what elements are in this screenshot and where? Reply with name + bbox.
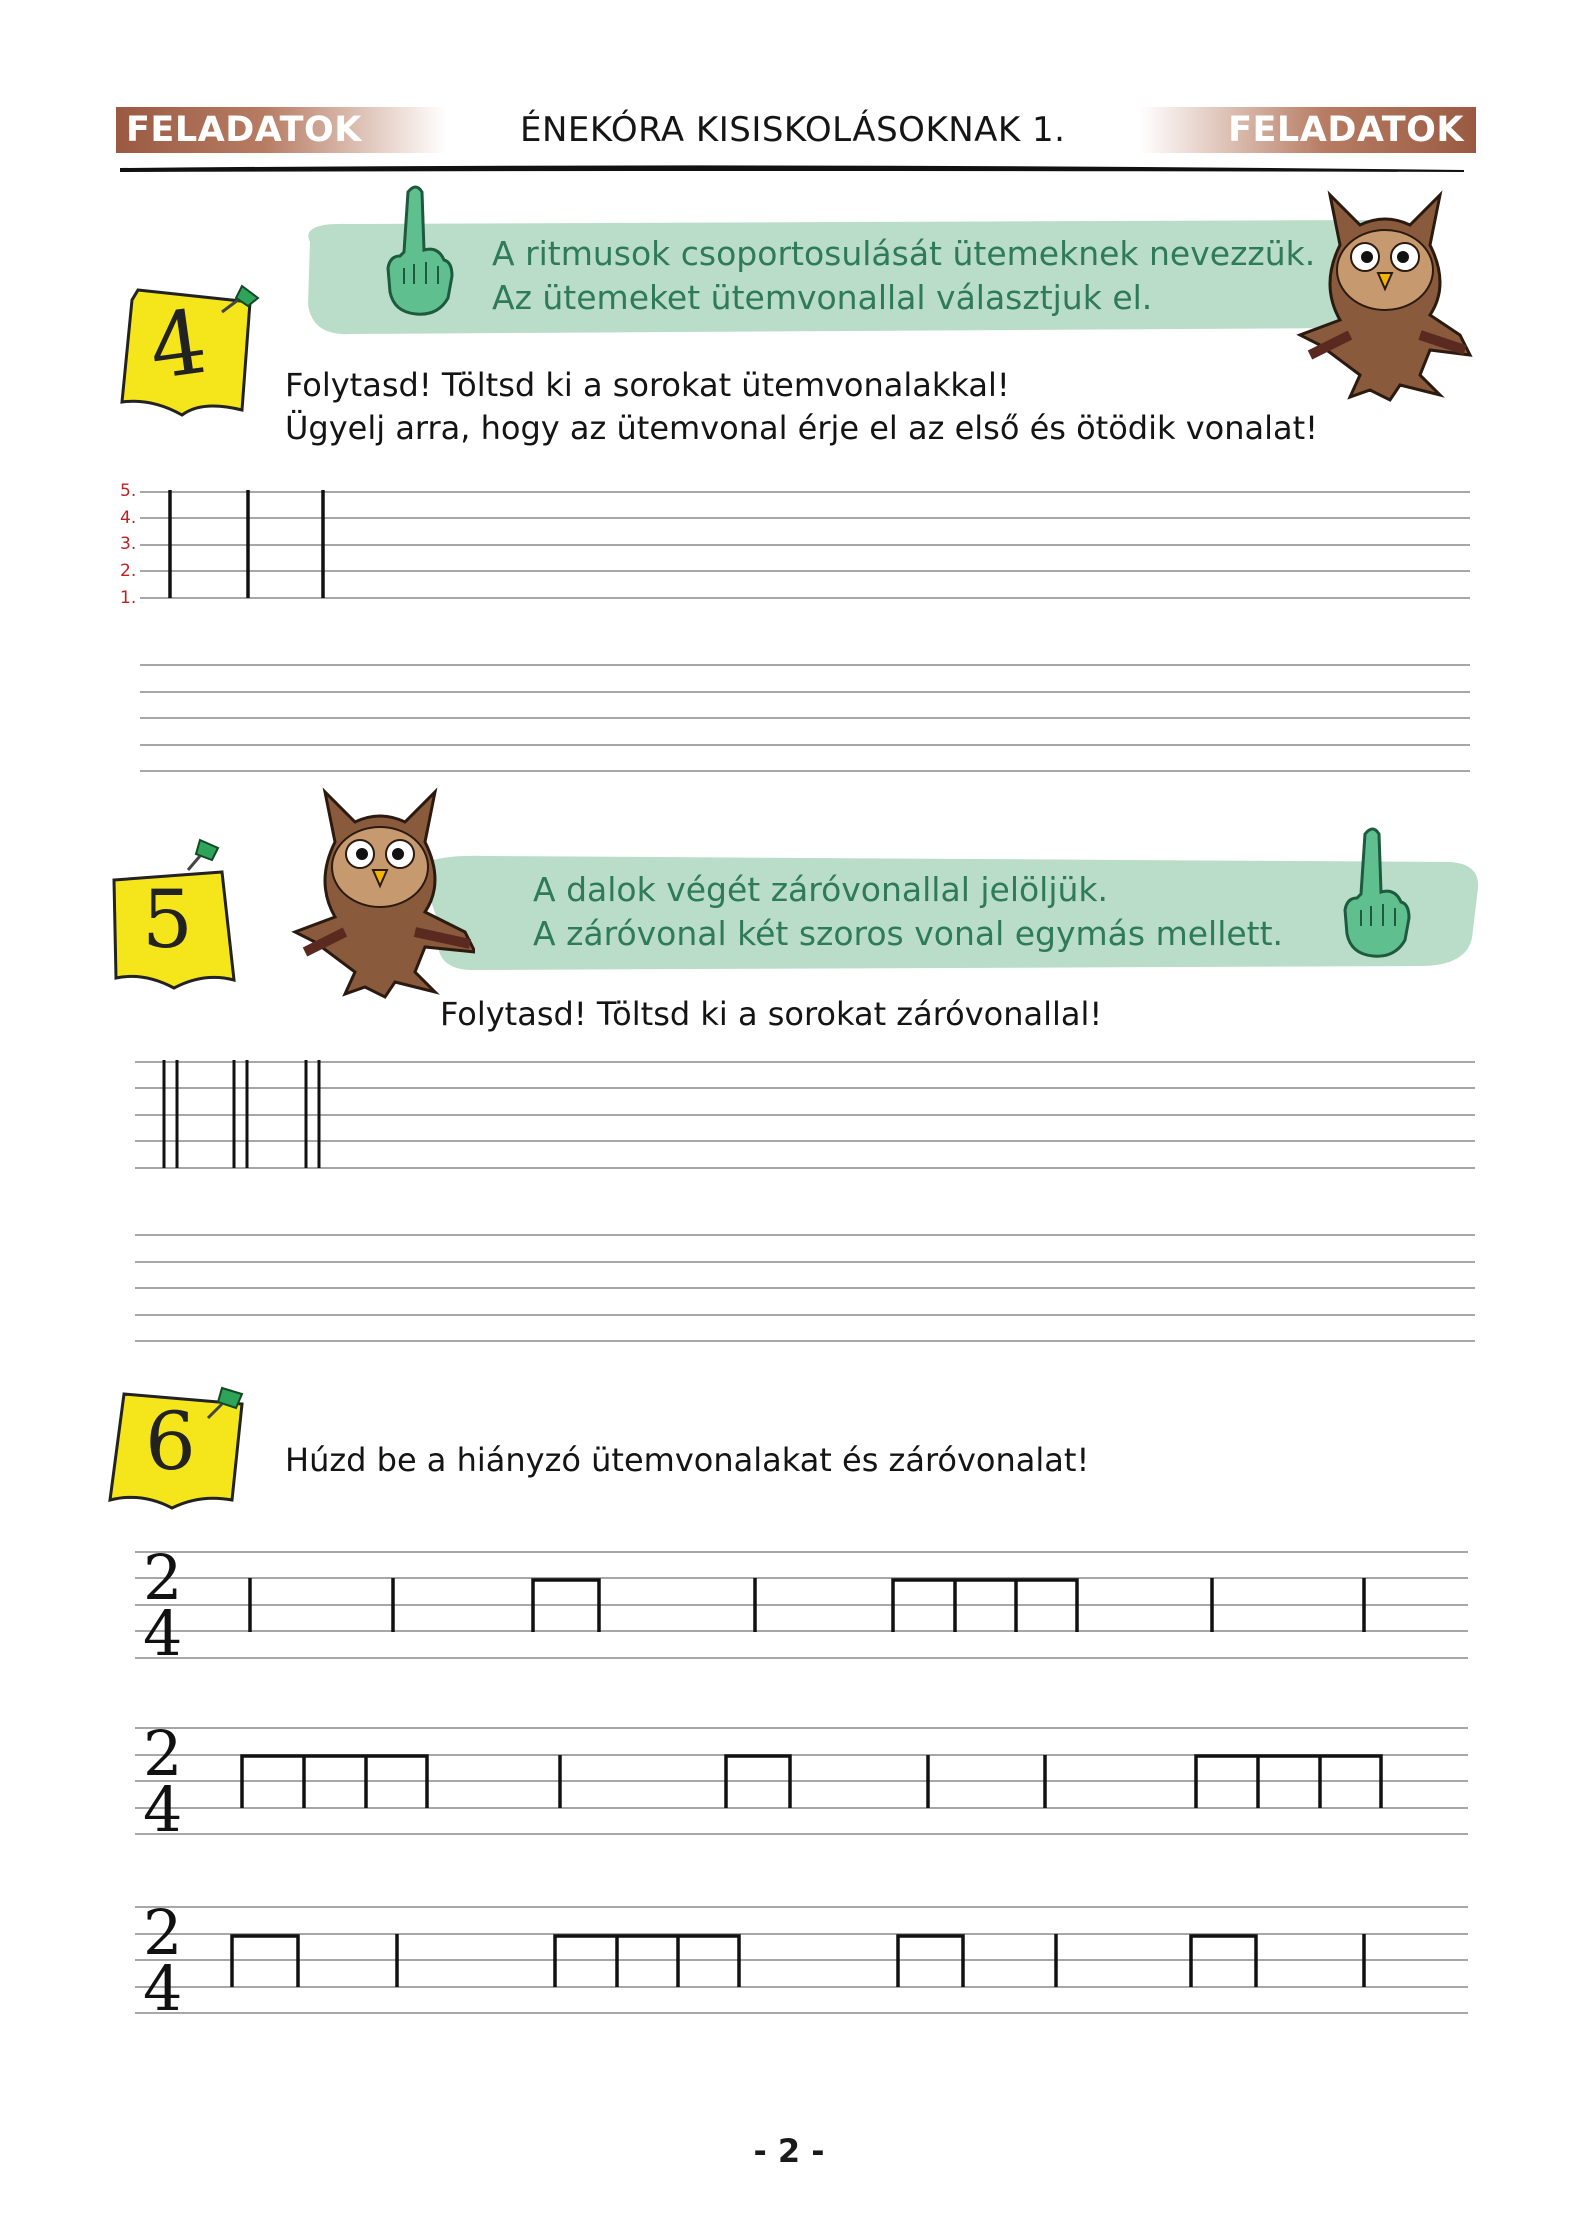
time-signature-top: 2 xyxy=(143,1717,183,1790)
page-number: - 2 - xyxy=(753,2132,825,2170)
time-signature-bottom: 4 xyxy=(143,1952,183,2025)
header-right-tab: FELADATOK xyxy=(1140,107,1476,153)
line-label-4: 4. xyxy=(120,508,137,528)
example-final-barlines xyxy=(164,1060,319,1168)
time-signature-bottom: 4 xyxy=(143,1597,183,1670)
instruction-task5: Folytasd! Töltsd ki a sorokat záróvonallal! xyxy=(440,995,1103,1033)
task-number-5: 5 xyxy=(142,873,193,966)
example-barlines xyxy=(170,490,323,598)
time-signature-top: 2 xyxy=(143,1896,183,1969)
task-number-4: 4 xyxy=(143,289,213,400)
tip-text-task5-line1: A dalok végét záróvonallal jelöljük. xyxy=(533,870,1109,909)
header-left-tab: FELADATOK xyxy=(116,107,446,153)
line-label-1: 1. xyxy=(120,588,137,608)
instruction-task4-line1: Folytasd! Töltsd ki a sorokat ütemvonalakkal! xyxy=(285,366,1010,404)
instruction-task6: Húzd be a hiányzó ütemvonalakat és záróvonalat! xyxy=(285,1441,1090,1479)
tip-text-line2: Az ütemeket ütemvonallal választjuk el. xyxy=(492,278,1153,317)
line-label-2: 2. xyxy=(120,561,137,581)
owl-icon xyxy=(285,782,475,1002)
tip-text-task5-line2: A záróvonal két szoros vonal egymás mellett. xyxy=(533,914,1284,953)
tip-text-line1: A ritmusok csoportosulását ütemeknek nevezzük. xyxy=(492,234,1316,273)
pushpin-icon xyxy=(200,1384,250,1424)
time-signature-bottom: 4 xyxy=(143,1773,183,1846)
line-label-5: 5. xyxy=(120,481,137,501)
pushpin-icon xyxy=(180,836,230,876)
task-number-6: 6 xyxy=(145,1395,196,1488)
pointing-hand-icon xyxy=(1335,822,1415,962)
time-signature-top: 2 xyxy=(143,1541,183,1614)
instruction-task4-line2: Ügyelj arra, hogy az ütemvonal érje el az első és ötödik vonalat! xyxy=(285,409,1318,447)
page-title: ÉNEKÓRA KISISKOLÁSOKNAK 1. xyxy=(520,110,1066,150)
line-label-3: 3. xyxy=(120,534,137,554)
